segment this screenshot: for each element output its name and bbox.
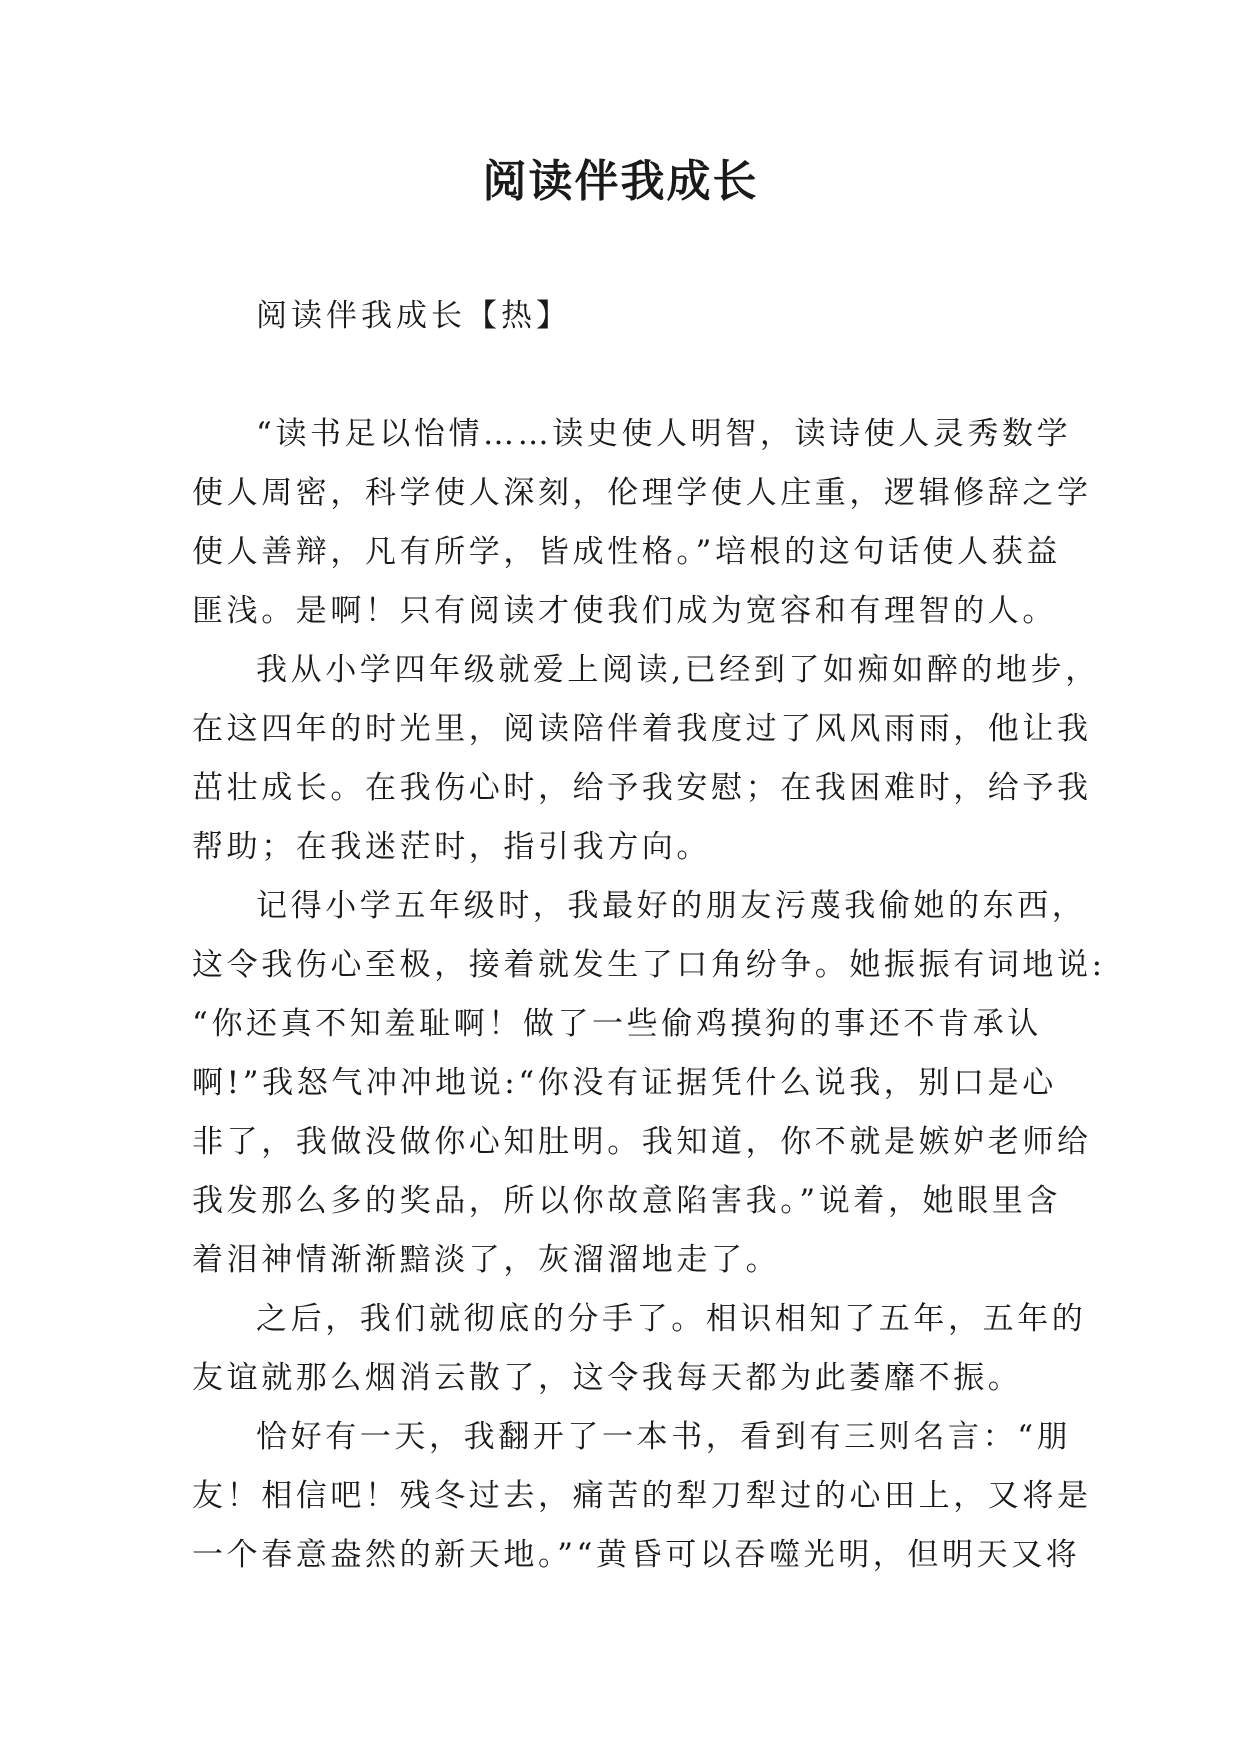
paragraph-5-line-2: 友！相信吧！残冬过去，痛苦的犁刀犁过的心田上，又将是 — [192, 1478, 1092, 1514]
paragraph-5-line-1: 恰好有一天，我翻开了一本书，看到有三则名言：“朋 — [256, 1419, 1072, 1455]
paragraph-2-line-3: 茁壮成长。在我伤心时，给予我安慰；在我困难时，给予我 — [192, 770, 1092, 806]
document-title: 阅读伴我成长 — [482, 156, 759, 207]
document-subtitle: 阅读伴我成长【热】 — [256, 298, 571, 334]
paragraph-4-line-2: 友谊就那么烟消云散了，这令我每天都为此萎靡不振。 — [192, 1360, 1023, 1396]
paragraph-3-line-6: 我发那么多的奖品，所以你故意陷害我。”说着，她眼里含 — [192, 1183, 1061, 1219]
paragraph-3-line-3: “你还真不知羞耻啊！做了一些偷鸡摸狗的事还不肯承认 — [192, 1006, 1042, 1042]
paragraph-2-line-1: 我从小学四年级就爱上阅读,已经到了如痴如醉的地步， — [256, 652, 1100, 688]
paragraph-3-line-4: 啊!”我怒气冲冲地说:“你没有证据凭什么说我，别口是心 — [192, 1065, 1057, 1101]
paragraph-1-line-3: 使人善辩，凡有所学，皆成性格。”培根的这句话使人获益 — [192, 534, 1061, 570]
paragraph-3-line-1: 记得小学五年级时，我最好的朋友污蔑我偷她的东西， — [256, 888, 1087, 924]
paragraph-1-line-1: “读书足以怡情……读史使人明智，读诗使人灵秀数学 — [256, 416, 1072, 452]
paragraph-1-line-2: 使人周密，科学使人深刻，伦理学使人庄重，逻辑修辞之学 — [192, 475, 1092, 511]
paragraph-5-line-3: 一个春意盎然的新天地。”“黄昏可以吞噬光明，但明天又将 — [192, 1537, 1081, 1573]
paragraph-3-line-7: 着泪神情渐渐黯淡了，灰溜溜地走了。 — [192, 1242, 781, 1278]
paragraph-3-line-2: 这令我伤心至极，接着就发生了口角纷争。她振振有词地说: — [192, 947, 1106, 983]
paragraph-2-line-2: 在这四年的时光里，阅读陪伴着我度过了风风雨雨，他让我 — [192, 711, 1092, 747]
document-body — [192, 405, 1106, 1585]
paragraph-1-line-4: 匪浅。是啊！只有阅读才使我们成为宽容和有理智的人。 — [192, 593, 1057, 629]
paragraph-4-line-1: 之后，我们就彻底的分手了。相识相知了五年，五年的 — [256, 1301, 1087, 1337]
paragraph-3-line-5: 非了，我做没做你心知肚明。我知道，你不就是嫉妒老师给 — [192, 1124, 1092, 1160]
paragraph-2-line-4: 帮助；在我迷茫时，指引我方向。 — [192, 829, 711, 865]
